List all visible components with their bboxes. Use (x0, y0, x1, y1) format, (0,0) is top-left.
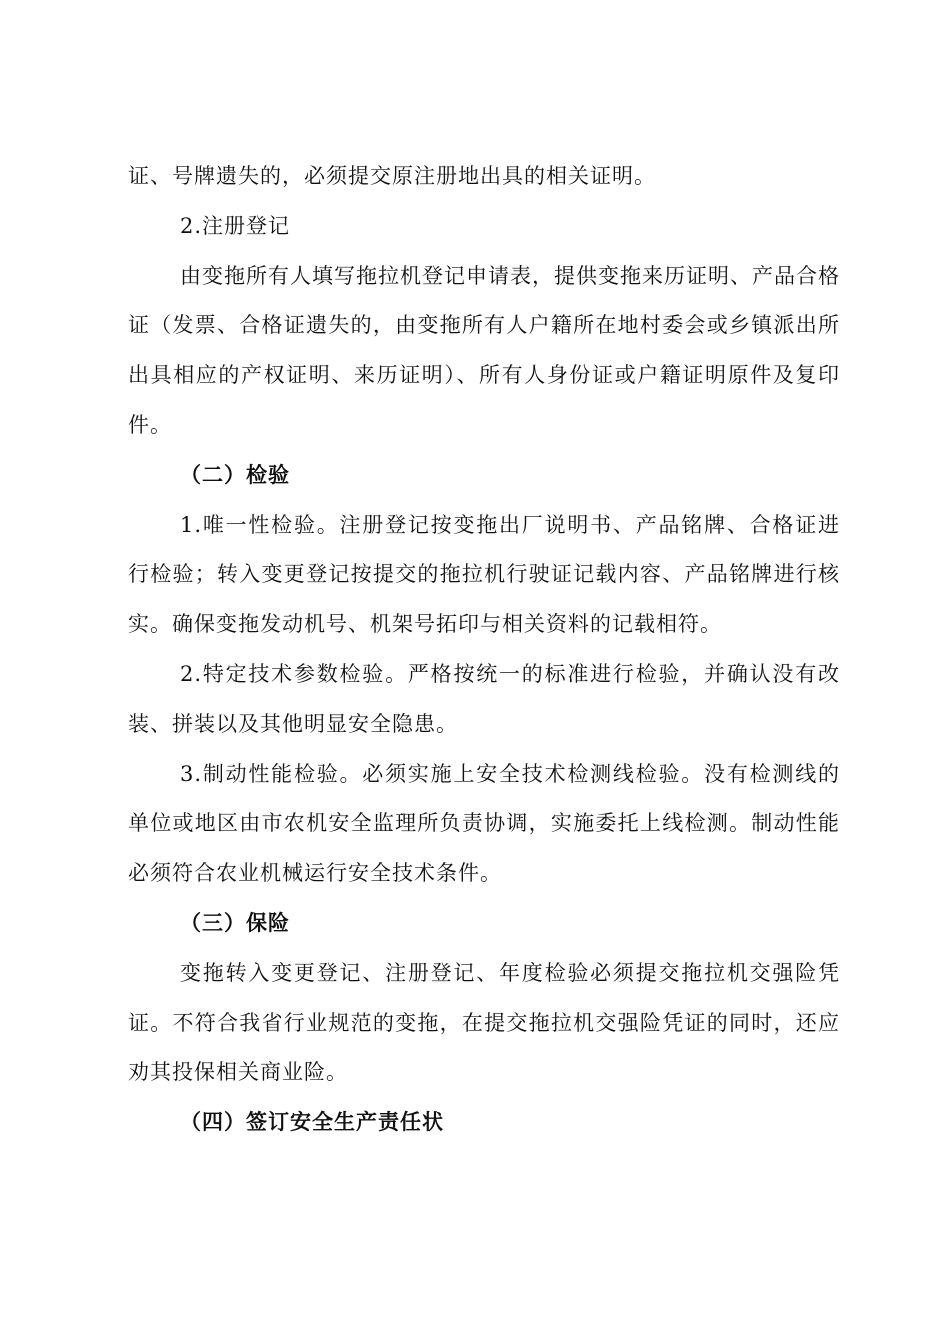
paragraph-brake-inspection: 3.制动性能检验。必须实施上安全技术检测线检验。没有检测线的单位或地区由市农机安全监理所负责协调，实施委托上线检测。制动性能必须符合农业机械运行安全技术条件。 (128, 761, 840, 886)
section-heading-inspection: （二）检验 (180, 462, 290, 487)
section-heading-safety-responsibility: （四）签订安全生产责任状 (180, 1110, 444, 1135)
section-heading-insurance: （三）保险 (180, 910, 290, 935)
paragraph-insurance: 变拖转入变更登记、注册登记、年度检验必须提交拖拉机交强险凭证。不符合我省行业规范的变拖，在提交拖拉机交强险凭证的同时，还应劝其投保相关商业险。 (128, 960, 840, 1085)
paragraph-technical-parameter-inspection: 2.特定技术参数检验。严格按统一的标准进行检验，并确认没有改装、拼装以及其他明显安全隐患。 (128, 661, 840, 736)
document-body (128, 152, 840, 1148)
paragraph-continuation: 证、号牌遗失的，必须提交原注册地出具的相关证明。 (128, 164, 656, 188)
subsection-title-registration: 2.注册登记 (180, 213, 291, 238)
paragraph-uniqueness-inspection: 1.唯一性检验。注册登记按变拖出厂说明书、产品铭牌、合格证进行检验；转入变更登记按提交的拖拉机行驶证记载内容、产品铭牌进行核实。确保变拖发动机号、机架号拓印与相关资料的记载相符。 (128, 512, 840, 637)
paragraph-registration: 由变拖所有人填写拖拉机登记申请表，提供变拖来历证明、产品合格证（发票、合格证遗失的，由变拖所有人户籍所在地村委会或乡镇派出所出具相应的产权证明、来历证明）、所有人身份证或户籍证明原件及复印件。 (128, 263, 840, 437)
